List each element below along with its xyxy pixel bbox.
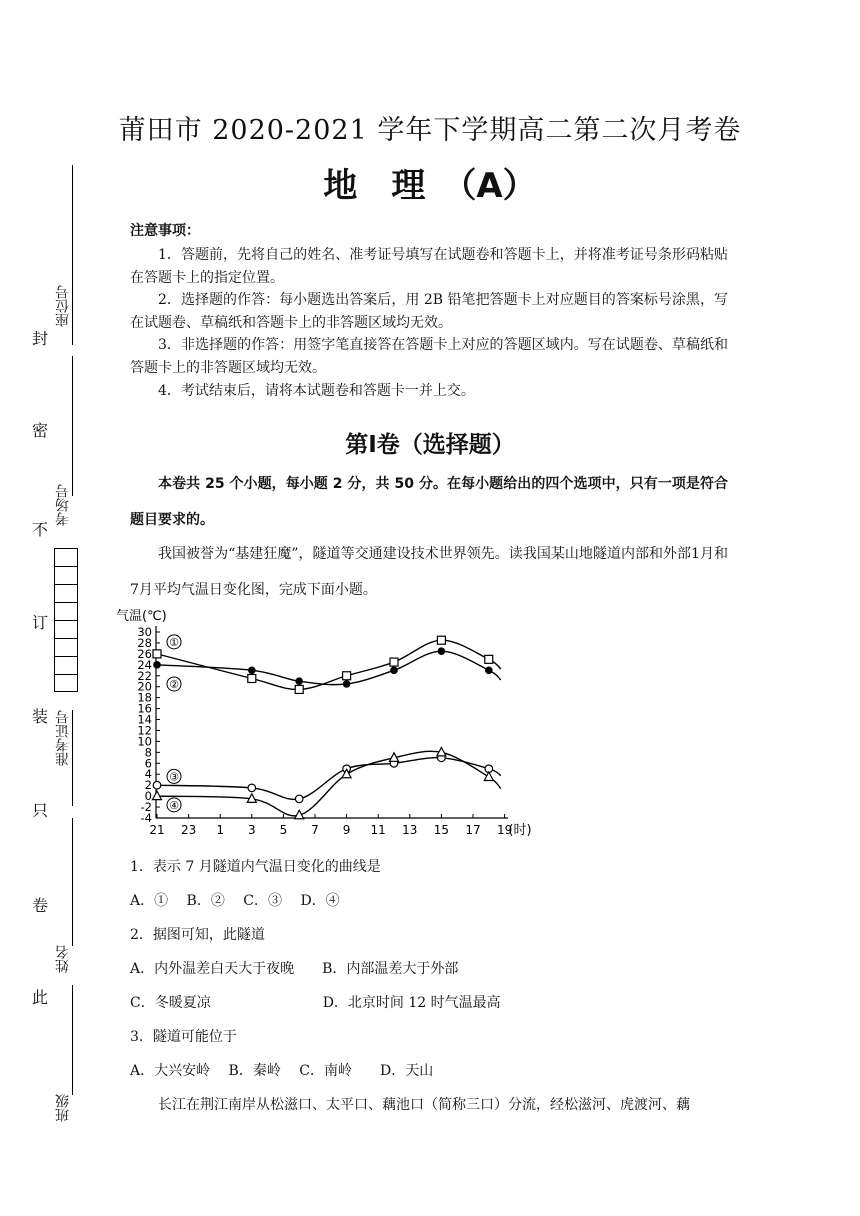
question-intro: 我国被誉为“基建狂魔”，隧道等交通建设技术世界领先。读我国某山地隧道内部和外部1月和7月平均气温日变化图，完成下面小题。 (130, 546, 728, 598)
data-point (248, 666, 256, 674)
data-point (437, 636, 445, 644)
x-tick-label: 3 (247, 823, 256, 837)
margin-char: 密 (32, 421, 49, 440)
y-tick-label: 26 (137, 646, 152, 661)
temperature-chart (112, 602, 552, 842)
exam-room-label: 考场号 (55, 484, 71, 526)
x-tick-label: 17 (465, 823, 481, 837)
question-3-stem: 3．隧道可能位于 (130, 1029, 237, 1045)
note-item: 1．答题前，先将自己的姓名、准考证号填写在试题卷和答题卡上，并将准考证号条形码粘贴在答题卡上的指定位置。 (130, 247, 728, 286)
margin-char: 封 (32, 329, 49, 348)
margin-line (72, 818, 73, 946)
data-point (390, 658, 398, 666)
y-tick-label: 14 (137, 712, 152, 727)
margin-char: 装 (32, 707, 49, 726)
y-tick-label: 16 (137, 701, 152, 716)
exam-title: 莆田市 2020-2021 学年下学期高二第二次月考卷 (118, 115, 742, 146)
note-item: 2．选择题的作答：每小题选出答案后，用 2B 铅笔把答题卡上对应题目的答案标号涂黑，写在试题卷、草稿纸和答题卡上的非答题区域均无效。 (130, 292, 728, 331)
y-tick-label: 22 (137, 668, 152, 683)
question-2-options-row2: C．冬暖夏凉 D．北京时间 12 时气温最高 (130, 995, 501, 1011)
series-line (157, 640, 501, 689)
x-tick-label: 19 (496, 823, 513, 837)
series-label: ③ (169, 770, 179, 784)
question-1-stem: 1．表示 7 月隧道内气温日变化的曲线是 (130, 859, 381, 875)
data-point (295, 685, 303, 693)
series-label: ② (169, 677, 179, 691)
x-tick-label: 23 (180, 823, 197, 837)
next-passage: 长江在荆江南岸从松滋口、太平口、藕池口（简称三口）分流，经松滋河、虎渡河、藕 (158, 1097, 690, 1113)
series-line (157, 758, 501, 800)
y-tick-label: -2 (140, 800, 152, 815)
x-tick-label: 11 (370, 823, 386, 837)
margin-line (72, 985, 73, 1095)
notes-list (130, 244, 728, 402)
data-point (343, 672, 351, 680)
x-tick-label: 9 (342, 823, 351, 837)
y-tick-label: 4 (144, 767, 152, 782)
question-1-options: A．① B．② C．③ D．④ (130, 893, 340, 909)
note-item: 4．考试结束后，请将本试题卷和答题卡一并上交。 (158, 382, 475, 399)
section-title: 第Ⅰ卷（选择题） (345, 432, 515, 458)
question-2-stem: 2．据图可知，此隧道 (130, 927, 265, 943)
data-point (343, 680, 351, 688)
data-point (295, 677, 303, 685)
question-3-options: A．大兴安岭 B．秦岭 C．南岭 D．天山 (130, 1063, 434, 1079)
data-point (153, 650, 161, 658)
question-2-options-row1: A．内外温差白天大于夜晚 B．内部温差大于外部 (130, 961, 459, 977)
x-tick-label: 15 (433, 823, 450, 837)
y-tick-label: 24 (137, 657, 152, 672)
margin-char: 订 (32, 613, 49, 632)
x-tick-label: 13 (402, 823, 418, 837)
x-tick-label: 7 (311, 823, 319, 837)
margin-char: 不 (32, 520, 49, 539)
series-label: ④ (169, 798, 179, 812)
y-tick-label: 8 (144, 745, 152, 760)
notes-heading: 注意事项： (130, 223, 200, 239)
margin-char: 卷 (32, 896, 49, 915)
seat-label: 座位号 (55, 285, 71, 327)
series-line (157, 751, 501, 816)
x-tick-label: 21 (149, 823, 165, 837)
series-line (157, 651, 501, 684)
y-tick-label: 10 (137, 734, 152, 749)
x-tick-label: 1 (216, 823, 225, 837)
margin-char: 只 (32, 801, 49, 820)
subject-title: 地 理 （A） (323, 166, 537, 206)
ticket-number-label: 准考证号 (55, 710, 71, 766)
y-tick-label: 28 (137, 635, 152, 650)
margin-line (72, 356, 73, 496)
series-label: ① (169, 635, 179, 649)
data-point (390, 666, 398, 674)
data-point (153, 661, 161, 669)
y-tick-label: 12 (137, 723, 152, 738)
note-item: 3．非选择题的作答：用签字笔直接答在答题卡上对应的答题区域内。写在试题卷、草稿纸和答题卡上的非答题区域均无效。 (130, 337, 728, 376)
x-tick-label: 5 (279, 823, 288, 837)
class-label: 班级 (55, 1094, 71, 1122)
data-point (248, 784, 256, 792)
y-tick-label: 20 (137, 679, 152, 694)
y-tick-label: 18 (137, 690, 152, 705)
y-tick-label: 2 (144, 778, 152, 793)
y-tick-label: 0 (144, 789, 152, 804)
data-point (153, 781, 161, 789)
margin-char: 此 (32, 988, 49, 1007)
y-tick-label: -4 (140, 811, 152, 825)
data-point (153, 791, 162, 800)
name-label: 姓名 (55, 945, 71, 973)
y-tick-label: 30 (137, 625, 152, 639)
y-axis-label: 气温(℃) (116, 609, 167, 624)
data-point (438, 647, 446, 655)
data-point (485, 666, 493, 674)
data-point (295, 795, 303, 803)
x-axis-unit: (时) (508, 823, 532, 838)
section-instruction: 本卷共 25 个小题，每小题 2 分，共 50 分。在每小题给出的四个选项中，只有一项是符合题目要求的。 (130, 476, 728, 528)
seat-number-boxes[interactable] (54, 548, 78, 692)
y-tick-label: 6 (144, 756, 152, 771)
data-point (484, 772, 493, 781)
data-point (248, 675, 256, 683)
data-point (485, 655, 493, 663)
